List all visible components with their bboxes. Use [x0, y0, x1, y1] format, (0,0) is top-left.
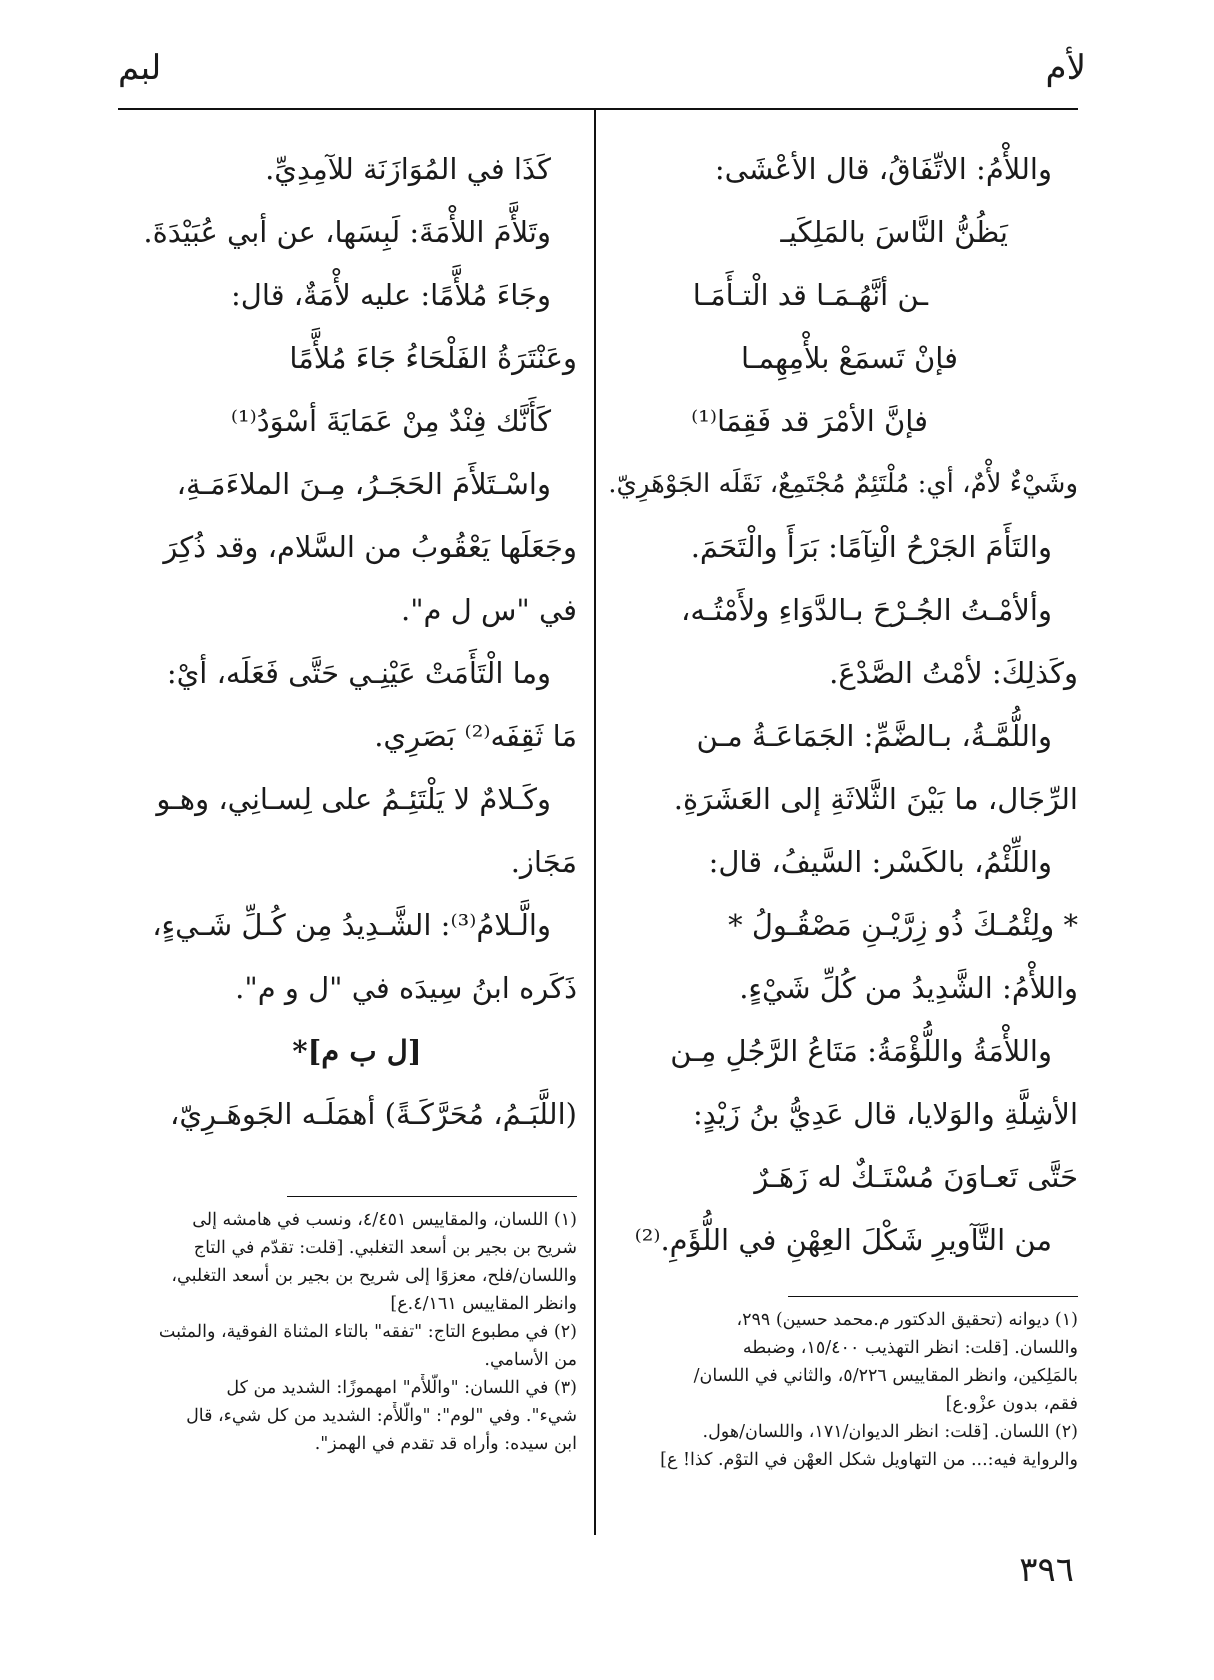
page-number: ٣٩٦ — [1019, 1550, 1074, 1590]
text-line: (اللَّبَـمُ، مُحَرَّكَـةً) أهمَلَـه الجَوهَـرِيّ، — [170, 1097, 577, 1131]
footnote-line: ابن سيده: وأراه قد تقدم في الهمز". — [314, 1434, 577, 1454]
verse-line: فإنْ تَسمَعْ بلأْمِهِمـا — [741, 341, 958, 375]
text-line: وجَعَلَها يَعْقُوبُ من السَّلام، وقد ذُكِرَ — [163, 530, 577, 564]
left-column — [137, 138, 577, 1146]
footnote-rule — [287, 1196, 577, 1197]
text-line: مَجَاز. — [510, 845, 577, 879]
text-line: وكَذلِكَ: لأمْتُ الصَّدْعَ. — [829, 656, 1078, 690]
verse-line: * ولِئْمُـكَ ذُو زِرَّيْـنِ مَصْقُـولُ * — [728, 908, 1078, 942]
text-line: الأشِلَّةِ والوَلايا، قال عَدِيُّ بنُ زَيْدٍ: — [692, 1097, 1078, 1131]
text-line: واللِّئْمُ، بالكَسْر: السَّيفُ، قال: — [708, 845, 1052, 879]
footnote-line: (٢) اللسان. [قلت: انظر الديوان/١٧١، واللسان/هول. — [702, 1422, 1078, 1442]
footnote-line: شيء". وفي "لوم": "والَّلأْم: الشديد من كل شيء، قال — [186, 1406, 577, 1426]
text-line: واسْـتَلأَمَ الحَجَـرُ، مِـنَ الملاءَمَـةِ، — [176, 467, 551, 501]
verse-line: كَأَنَّك فِنْدٌ مِنْ عَمَايَةَ أسْوَدُ⁽¹⁾ — [230, 404, 551, 438]
left-footnotes — [137, 1206, 577, 1458]
footnote-line: (٣) في اللسان: "والَّلأْم" امهموزًا: الشديد من كل — [226, 1378, 577, 1398]
text-line: واللأْمَةُ واللُّؤْمَةُ: مَتَاعُ الرَّجُلِ مِـن — [670, 1034, 1052, 1068]
verse-line: حَتَّى تَعـاوَنَ مُسْتَـكٌ له زَهَـرٌ — [754, 1160, 1078, 1194]
verse-line: ـن أنَّهُـمَـا قد الْتـأَمَـا — [692, 278, 928, 312]
text-line: وجَاءَ مُلأَّمًا: عليه لأْمَةٌ، قال: — [231, 278, 551, 312]
text-line: مَا ثَقِفَه⁽²⁾ بَصَرِي. — [374, 719, 577, 753]
footnote-line: شريح بن بجير بن أسعد التغلبي. [قلت: تقدّم في التاج — [193, 1238, 577, 1258]
footnote-line: (٢) في مطبوع التاج: "تفقه" بالتاء المثناة الفوقية، والمثبت — [158, 1322, 577, 1342]
text-line: الرِّجَال، ما بَيْنَ الثَّلاثَةِ إلى العَشَرَةِ. — [673, 782, 1078, 816]
text-line: وشَيْءٌ لأْمٌ، أي: مُلْتَئِمٌ مُجْتَمِعٌ، نَقَلَه الجَوْهَرِيّ. — [608, 469, 1078, 499]
footnote-line: من الأسامي. — [484, 1350, 577, 1370]
text-line: كَذَا في المُوَازَنَة للآمِدِيِّ. — [265, 152, 551, 186]
text-line: في "س ل م". — [400, 593, 577, 627]
entry-heading: [ل ب م]* — [292, 1034, 422, 1068]
text-line: والتَأَمَ الجَرْحُ الْتِآمًا: بَرَأَ والْتَحَمَ. — [690, 530, 1052, 564]
verse-line: فإنَّ الأمْرَ قد فَقِمَا⁽¹⁾ — [691, 404, 928, 438]
text-line: وتَلأَّمَ اللأْمَةَ: لَبِسَها، عن أبي عُبَيْدَةَ. — [143, 215, 551, 249]
verse-line: وعَنْتَرَةُ الفَلْحَاءُ جَاءَ مُلأَّمًا — [289, 341, 577, 375]
text-line: واللأْمُ: الشَّدِيدُ من كُلِّ شَيْءٍ. — [739, 971, 1078, 1005]
footnote-line: بالمَلِكين، وانظر المقاييس ٥/٢٢٦، والثاني في اللسان/ — [693, 1366, 1078, 1386]
footnote-line: (١) ديوانه (تحقيق الدكتور م.محمد حسين) ٢٩٩، — [736, 1310, 1078, 1330]
footnote-line: (١) اللسان، والمقاييس ٤/٤٥١، ونسب في هامشه إلى — [192, 1210, 577, 1230]
right-footnotes — [638, 1306, 1078, 1474]
verse-line: من التَّآويرِ شَكْلَ العِهْنِ في اللُّؤَمِ.⁽²⁾ — [634, 1223, 1052, 1257]
footnote-line: واللسان. [قلت: انظر التهذيب ١٥/٤٠٠، وضبطه — [742, 1338, 1078, 1358]
footnote-line: والرواية فيه:... من التهاويل شكل العهْن في التوْم. كذا! ع] — [660, 1450, 1078, 1470]
column-divider — [594, 110, 596, 1535]
verse-line: يَظُنُّ النَّاسَ بالمَلِكَيـ — [780, 215, 1008, 249]
text-line: واللُّمَّـةُ، بـالضَّمِّ: الجَمَاعَـةُ مـن — [696, 719, 1052, 753]
running-header-right: لأم — [1045, 48, 1086, 88]
text-line: واللأْمُ: الاتِّفَاقُ، قال الأعْشَى: — [714, 152, 1052, 186]
text-line: وما الْتَأَمَتْ عَيْنِـي حَتَّى فَعَلَه، أيْ: — [166, 656, 551, 690]
footnote-line: واللسان/فلح، معزوًا إلى شريح بن بجير بن أسعد التغلبي، — [171, 1266, 577, 1286]
right-column — [608, 138, 1078, 1272]
footnote-line: وانظر المقاييس ٤/١٦١.ع] — [390, 1294, 577, 1314]
text-line: والَّـلامُ⁽³⁾: الشَّـدِيدُ مِن كُـلِّ شَـيءٍ، — [152, 908, 551, 942]
footnote-rule — [788, 1296, 1078, 1297]
text-line: وألأمْـتُ الجُـرْحَ بـالدَّوَاءِ ولأَمْتُـه، — [681, 593, 1052, 627]
text-line: وكَـلامٌ لا يَلْتَئِـمُ على لِسـانِي، وهـو — [156, 782, 551, 816]
running-header-left: لبم — [118, 48, 162, 88]
footnote-line: فقم، بدون عزْو.ع] — [945, 1394, 1078, 1414]
header-rule — [118, 108, 1078, 110]
text-line: ذَكَره ابنُ سِيدَه في "ل و م". — [235, 971, 577, 1005]
